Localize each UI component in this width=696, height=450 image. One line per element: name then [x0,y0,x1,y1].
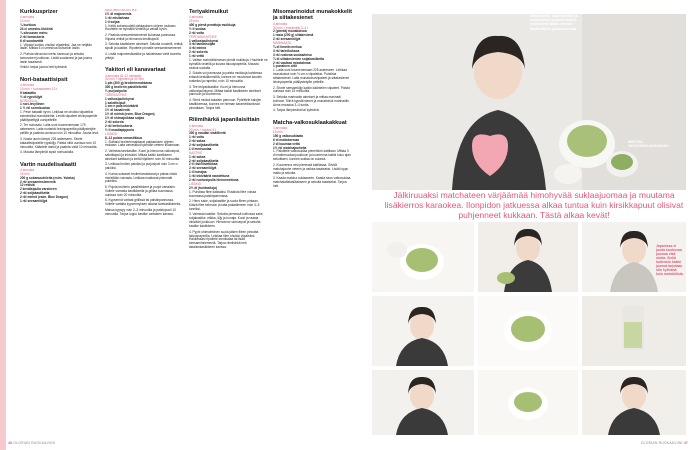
ingredient: 1 rkl inkivääriä raastettuna [189,174,230,179]
ingredient: 1½ dl mirinä (esim. Blue Dragon) [105,112,155,117]
ingredient: 2 rkl soijakastiketta [189,143,219,148]
ingredient: 2 rkl mirinä (esim. Blue Dragon) [20,195,69,200]
recipe-meta: 30 min + kypsennys 40 min [105,77,144,82]
recipe-step: 3. Leikkaa broileri paloiksi ja purjosipuli noin 3 cm:n paloiksi. [105,162,178,171]
ingredient: 6 dl maitokermaa [273,137,300,142]
section-label: NORIOGLA [20,98,37,103]
recipe-meta: 25 min [189,19,199,24]
recipe-title: Yakitori eli kanavartaat [105,67,166,74]
ingredient: 1 tl soijaa [105,19,120,24]
ingredient: 2½ dl (tonitasiloja) [189,185,217,190]
page-number: 47 [683,441,688,445]
ingredient: ½ tl suolaa [189,26,206,31]
page-edge-decoration [0,0,6,450]
recipe-column-4 [273,9,352,429]
ingredient: 4 rkl mirinä [189,46,207,51]
ingredient: 2 rkl seesamiöljyä [273,37,301,42]
recipe-step: 4. Tarjoa lämpimänä tai kylmänä. [273,108,320,113]
ingredient: 1 tl merisuolaa [189,146,212,151]
ingredient: 1 nori-levyllinen [20,102,45,107]
recipe-step: 3. Nosta uunin lämpö 225 asteeseen. Sivele bataattiviipaleille rypsiöljy. Paista niitä uunissa noin 10 minuuttia. Kääntele lastut ja paahda vielä 10 minuuttia. [20,136,98,149]
section-label: LISÄKSI [105,131,118,136]
woman-photo [582,370,686,435]
recipe-step: 3. Sekoita marinadin ainekset ja mittaa marinadi kulhoon. Siirrä kypsät sienet ja munakoisot marinadiin. Anna maustua 3–4 tuntia. [273,94,350,107]
drink-photo [372,222,474,292]
ingredient: 400 g pienä perattuja muikkuja [189,23,236,27]
ingredient: 2 rkl sokeria [189,50,208,55]
photo-grid [372,222,686,435]
recipe-step: 1. Paloittele valkosuklaa pienehkön kattilaan. Mittaa 3 dl maitorsuolaa joukkoon ja kuumenna kaikki koko ajan sekoittaen, kunnes suklaa on sulanut. [273,149,351,162]
ingredient: 6 dl soodavettä [20,38,44,43]
page-number: 46 [8,441,13,445]
recipe-step: 2. Purista sitruunan mehu kannuun ja sekoita tomusokeri joukkoon. Lisää soodavesi ja jaa juoma lasiin tasaisesti. [20,51,92,64]
recipe-step: Makua kypsyy noin 2–3 minuuttia ja paistopuoli 10 minuuttia. Tarjoa loppu kastike vartaiden kanssa. [105,207,177,216]
drink-photo [582,296,686,366]
recipe-step: Vinkki: tarjoa juoma heti kylmänä. [20,65,68,70]
section-label: LISÄKSI [189,181,202,186]
drink-photo [478,370,578,435]
recipe-title: Teriyakimuikut [189,9,229,15]
ingredient: 1½ dl shimajoikkaa soijaa [105,116,144,121]
ingredient: 200 g sobanuudeleita (esim. Yutaka) [20,175,75,180]
tea-bowl-photo [478,296,578,366]
ingredient: 12 retiisiä [20,183,35,188]
ingredient: 2 rkl sakea [189,139,206,144]
ingredient: 2 rkl soijakastiketta [20,191,50,196]
recipe-step: 5. Pujota broilerin paistileikkeet ja purjot vartaisiin. Voitele varrasta kastikkeella ja grillaa kuumassa uunissa noin 20 minuuttia. [105,184,176,197]
photo-caption: Matchalatte, mantelimaito ja valkosuklaa sopivat mainio yhdistelmä tähän aterian täydentäjien pikkuluksusta. [530,14,578,31]
ingredient: 1 valkosipulinkynsi [105,96,135,101]
ingredient: 4 rkl tamarisoijaa [189,42,216,47]
ingredient: ¾ dl siitakesienien soijakastiketta [273,56,325,61]
page-footer-right [641,441,688,445]
recipe-title: Nori-bataattisipsit [20,76,68,83]
ingredient: 1 ½ rkl sormisuolaa [20,106,50,111]
recipe-step: 1. Puhdista filee kaistaiksi. Ruskista filee voissa kuumassa paistinpannussa. [189,189,257,198]
recipe-step: 1. Keitä sobanuudelit pakkauksen ohjeen mukaan. Huuhtele ne kylmällä vedellä ja valuta hyvin. [105,23,177,32]
recipe-step: 3. Kaada matcha suklaaseen. Kaada seos valkosuklaa-matchalattelasilkakseen ja sekoita tasaiseksi. Tarjoa heti. [273,176,352,188]
recipe-step: 1. Valitse mahdollisimman pieniä muikkuja. Huuhtele ne kylmällä vedellä ja kuivaa talouspaperilla. Mausta muikut suolalla. [189,58,268,70]
woman-photo [372,370,474,435]
ingredient: 1 cm:n pala inkivääriä [105,104,139,109]
ingredient: 1 punainen chili [273,64,298,69]
woman-photo [478,222,578,292]
recipe-step: 2. Sivele seesamiöljy kaikin kääntelen viipaleet. Paista uunissa noin 15 minuuttia. [273,85,350,94]
recipe-step: 1. Suikaloi broilerinmakkarat pakkauksen ohjeen mukaan. Laita varrastikut kylmään veteen likoamaan. [105,139,181,148]
recipe-step: 3. Sekoita kastikkeen ainekset. Sekoita nuudelit, retiisit, sipulit ja kastike. Ripottele pinnalle seesaminsiemenet. [105,42,184,51]
ingredient: 2 rkl seesamiöljyä [189,166,217,171]
pull-quote: Jälkiruuaksi matchateen värjäämää himohyvää suklaajuomaa ja muutama lisäkierros karaokea. Ilonpidon jatkuessa alkaa tuntua kuin kirsikkapuut olisivat puhjenneet kukkaan. Tästä alkaa kevät! [384,190,684,220]
ingredient: 1 salottisipuli [105,100,126,105]
recipe-meta: 4 annosta [20,83,35,88]
ingredient: 3 rkl tarinikoksoa [273,48,300,53]
recipe-step: 4. Siirrä muikut takaisin pannuun. Pyörittele kalojen kastikkeessa, kunnes ne hieman karamellisoituvat pinnaltaan. Tarjoa heti. [189,97,262,110]
ingredient: ¾ dl limetin mehua [273,44,302,49]
recipe-step: 2. Hiero sake, soijakastike ja suola fileen pintaan. Käärä filee kelmuun ja laita pakastimeen noin 4–5 tunniksi. [189,199,260,211]
recipe-meta: 15 min [273,130,283,134]
recipe-column-2 [105,9,184,429]
grid-caption: Japanissa ei juoda kuohuvaa juomaa eikä olutta. Siellä kuitenkin kaikki juomat tarjotaan niin kylmänä kuin mahdollista. [656,244,684,276]
ingredient: 300 g broilerin paistileikettä [105,85,147,90]
recipe-meta: 15 min + tuorastamen 13 t [20,86,58,91]
ingredient: 1 rkl misitahnaa [105,15,130,20]
ingredient: 2 rkl seesaminsiemeniä [20,179,56,184]
recipe-step: 1. Viipaloi kurkku ohuiksi viipaleiksi. Jaa ne neljään lasiin. Mittaa 6 cl umeshua kuhunkin lasiin. [20,42,92,51]
recipe-step: 3. Tee teriyakikastike. Kuori ja hienonna valkosipulinkynsi. Mittaa kaikki kastikkeen ainekset pannuun ja kuumenna. [189,84,261,97]
recipe-step: 4. Pyyhi ohimalmiinen suola jäisen fileen pinnalta talouspaperilla. Leikkaa filee ohuiksi viipaleiksi. Halutessasi ripottele tonnikalaa tai lisää seesaminsiemeniä. Tarjoa riimihärkä heti takaisinkastikkeen kanssa. [189,229,259,250]
section-label: TERIYAKIKASTIKE [189,34,217,39]
portrait-illustration [372,14,686,190]
recipe-meta: 4 annosta [189,123,204,128]
recipe-step: 2. Valmista tarekastike. Kuori ja hienonna valkosipuli, salottisipuli ja inkivääri. Mittaa kaikki kastikkeen ainekset kattilaan ja keitä hiljalleen noin 40 minuuttia. [105,148,180,161]
ingredient: 2 dl kuumaa vettä [273,141,300,146]
recipe-title: Vartin nuudelisalaatti [20,161,77,168]
recipe-step: 2. Kuumenna vesi pienessä kattilassa. Siivilöi matchajauhe veteen ja vatkaa tasaiseksi. Lisää loppu maito ja sekoita. [273,162,349,175]
ingredient: 1 rkl seesamiöljyä [20,199,48,204]
section-label: MARINAATA [273,41,292,46]
ingredient: 5 bataattia [20,90,36,95]
recipe-meta: 4 annosta [273,126,288,131]
recipe-title: Misomarinoidut munakokkelit ja siitakesienet [273,9,352,22]
ingredient: 1½ dl kanalientä [105,108,130,113]
ingredient: ¼ kurkkua [20,23,36,27]
recipe-title: Matcha-valkosuklaakakkuat [273,119,347,126]
ingredient: 2 rkl soijakastiketta [189,158,219,163]
ingredient: 2 rkl tomaskeria [20,34,45,39]
ingredient: 2 rkl voita [189,30,204,35]
recipe-meta: 4 annosta [273,21,288,26]
ingredient: 1 valkosipulinkynsi [189,38,219,43]
recipe-step: 4. Kunsa suisanet broilerinmakkarat ja paista niistä mielellään varrasta. Leikkaa makkarat pisimmät pukeiksi. [105,171,177,184]
recipe-step: 1. Laita uuni kuumenemaan 225 asteeseen. Leikkaa munakoisot noin ½ cm:n viipaleiksi. Puhdista siitakesienet. Laita munakoisoviipaleet ja siitakesienet leivinpaperilla päällystetyille pelleille. [273,68,350,85]
recipe-meta: 4 annosta [20,168,35,173]
recipe-step: 6. Kypsennä vartaat grillissä tai paistinpannussa. Voitele vartaita kypsennyksen aikana tarekastikkeella. [105,198,182,207]
ingredient: 2 rkl ruohosipulia hienonnettuna [189,178,239,183]
ingredient: 1 rasia (200 g) siitakesienä [273,33,314,38]
recipe-step: 2. Sulata voi pannussa ja paista muikkuja kahdessa erässä keskilämmöllä, kunnes ne muuttuvat kauniin ruskeiksi ja rapeiksi, noin 10 minuuttia. [189,71,263,84]
ingredient: ¼ sitruunan mehu [20,30,48,35]
ingredient: 2 (pientä) munakoisoa [273,29,307,34]
magazine-name: GLORIAN RUOKA&VIINI [13,441,56,445]
ingredient: 24 cl umeshu-likööriä [20,26,53,31]
recipe-step: 4. Mausta lämpimät sipsit norisuolalla. [20,150,74,155]
ingredient: 1½ rkl matchajauheita [273,145,307,150]
ingredient: 3 rkl ruskeaa suolaa/miso [273,52,312,57]
recipe-meta: 4 annosta (8–12 vartasta) [105,73,142,78]
recipe-meta: 15 min [20,171,30,176]
ingredient: ½ tl maaitapippuria [105,127,135,132]
section-label: MAJONEESIKASTIKE [105,9,137,12]
magazine-name: GLORIAN RUOKA&VIINI [640,441,683,445]
recipe-step: 2. Paahda seesaminsiemenet kuivassa pannussa. Viipaloi retiisit ja hienonna kevätsipulit. [105,32,176,41]
page-footer-left [8,441,55,445]
recipe-meta: 4 annosta [189,15,204,20]
ingredient: 2 kevätsipulia varsineen [20,187,57,192]
ingredient: 1 rkl voita [189,135,204,140]
ingredient: 150 g valkosuklaata [273,133,303,138]
ingredient: 1 tl hunajaa [189,170,207,175]
section-label: KASTIKE [189,150,203,155]
ingredient: 1 pkt (300 g) broilerinmakkaraa [105,81,152,86]
recipe-step: 3. Valmista kastike. Sekoita pienessä kulhossa sake, soijakastike, etikka, öljy ja hunaja. Kuori ja raasta inkivääri joukkoon. Hienonna ruohosipuli ja sekoita kastike kastikkeen. [189,212,264,229]
recipe-step: 2. Ter noriosalo. Laita uuni kuumenemaan 175 asteeseen. Laita noriarkki leivinpaperilla päällystetylle pellille ja paahda uunissa noin 10 minuuttia. Jauha levä. [20,123,99,136]
section-label: TAREKASTIKE [105,92,127,97]
woman-photo [372,296,474,366]
ingredient: 8–12 puista varrastikkua [105,135,143,140]
recipe-step: 4. Lisää majoneesikastike ja halutessasi vielä tuoreita yrttejä. [105,51,181,60]
recipe-meta: 30 min + marinointi 3–4 t [273,25,308,30]
recipe-meta: 10 min [20,19,30,24]
portrait-photo [372,14,686,190]
ingredient: 2 rkl teriinisokeria [105,124,133,128]
photo-caption-bowl: MATCHA-VALKOSUKLAAKAAKAO [628,140,669,148]
ingredient: 300 g naudan sisäfileetä [189,131,226,136]
ingredient: 1 rkl vettä [189,54,204,59]
recipe-column-3 [189,9,268,429]
recipe-column-1 [20,9,99,429]
ingredient: ½ dl rypsiöljyä [20,94,43,99]
recipe-meta: 4 annosta [20,15,35,20]
ingredient: ½ purjosipulia [105,88,127,93]
recipe-step: 1. Pese bataatit hyvin. Leikkaa ne ohuiksi viipaleiksi esimerkiksi mandoliinilla. Levitä viipaleet leivinpaperille pääillystettyjä uunipelleille. [20,110,98,122]
ingredient: 2 rkl vaaleaa misotahnaa [273,60,311,65]
recipe-title: Kurkkusprizer [20,9,58,15]
recipe-meta: 20 min + tajotus 5 t [189,127,217,132]
ingredient: 2 rkl sokeria [105,120,124,125]
ingredient: 1 rkl sakea [189,154,206,159]
ingredient: 2 tl riisiviinietikkaa [189,162,218,167]
recipe-title: Riiimihärkä japanilaisittain [189,117,260,124]
ingredient: 1½ dl majoneesia [105,11,132,16]
